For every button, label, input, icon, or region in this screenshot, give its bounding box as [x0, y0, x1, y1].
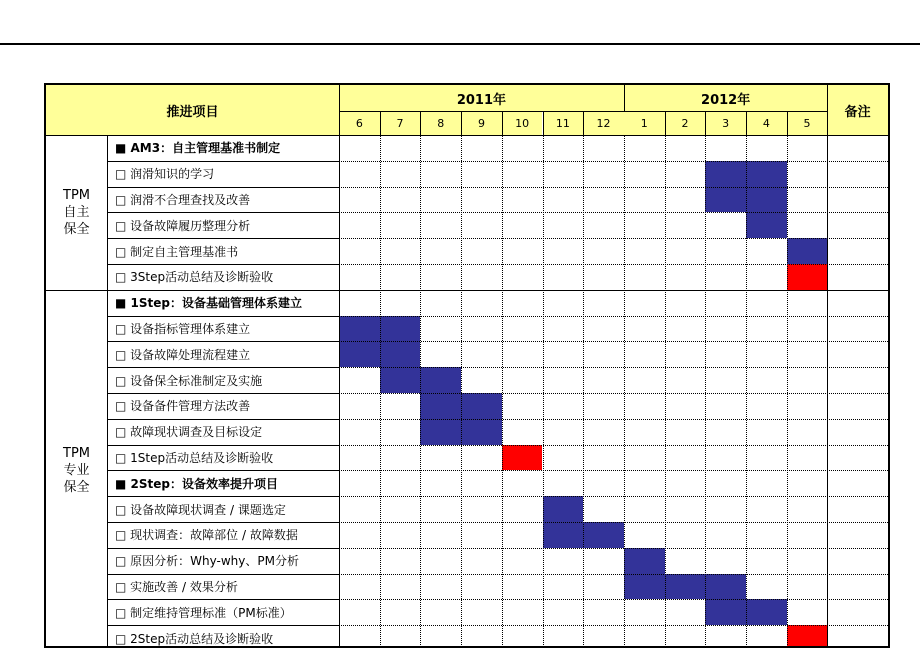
task-label: □ 2Step活动总结及诊断验收: [115, 631, 274, 646]
month-header: 8: [420, 111, 461, 135]
category-label: TPM 自主 保全: [63, 187, 90, 237]
grid-line: [107, 187, 339, 188]
plan-bar: [787, 238, 828, 264]
grid-line: [543, 135, 544, 648]
grid-line: [624, 85, 625, 111]
milestone-bar: [502, 445, 543, 471]
grid-line: [502, 111, 503, 135]
month-header: 7: [380, 111, 421, 135]
task-label: □ 3Step活动总结及诊断验收: [115, 270, 274, 285]
grid-line: [624, 135, 625, 648]
plan-bar: [624, 548, 665, 574]
grid-line: [461, 111, 462, 135]
grid-line: [746, 135, 747, 648]
task-label: □ 设备备件管理方法改善: [115, 399, 251, 414]
task-label: □ 设备故障现状调查 / 课题选定: [115, 502, 286, 517]
grid-line: [46, 135, 888, 136]
grid-line: [107, 393, 339, 394]
phase-heading: ■ AM3：自主管理基准书制定: [115, 141, 281, 156]
header-year-2011: 2011年: [339, 85, 624, 111]
category-label: TPM 专业 保全: [63, 445, 90, 495]
phase-heading: ■ 1Step：设备基础管理体系建立: [115, 296, 302, 311]
grid-line: [583, 111, 584, 135]
milestone-bar: [787, 625, 828, 648]
grid-line: [107, 625, 339, 626]
schedule-table: [44, 83, 890, 648]
grid-line: [665, 135, 666, 648]
task-label: □ 润滑知识的学习: [115, 167, 215, 182]
plan-bar: [543, 496, 584, 522]
grid-line: [107, 264, 339, 265]
task-label: □ 1Step活动总结及诊断验收: [115, 450, 274, 465]
month-header: 11: [543, 111, 584, 135]
month-header: 3: [705, 111, 746, 135]
task-label: □ 设备故障处理流程建立: [115, 347, 251, 362]
grid-line: [107, 135, 108, 648]
grid-line: [107, 161, 339, 162]
grid-line: [705, 135, 706, 648]
phase-heading: ■ 2Step：设备效率提升项目: [115, 476, 278, 491]
grid-line: [107, 574, 339, 575]
grid-line: [107, 212, 339, 213]
milestone-bar: [787, 264, 828, 290]
grid-line: [787, 135, 788, 648]
task-label: □ 现状调查：故障部位 / 故障数据: [115, 528, 298, 543]
task-label: □ 原因分析：Why-why、PM分析: [115, 554, 299, 569]
month-header: 4: [746, 111, 787, 135]
grid-line: [107, 367, 339, 368]
header-remarks: 备注: [827, 85, 888, 135]
grid-line: [665, 111, 666, 135]
grid-line: [420, 111, 421, 135]
grid-line: [107, 470, 339, 471]
month-header: 1: [624, 111, 665, 135]
month-header: 10: [502, 111, 543, 135]
grid-line: [502, 135, 503, 648]
grid-line: [107, 599, 339, 600]
grid-line: [107, 341, 339, 342]
grid-line: [107, 238, 339, 239]
grid-line: [107, 445, 339, 446]
grid-line: [420, 135, 421, 648]
task-label: □ 设备指标管理体系建立: [115, 321, 251, 336]
grid-line: [380, 135, 381, 648]
grid-line: [107, 548, 339, 549]
month-header: 6: [339, 111, 380, 135]
task-label: □ 制定自主管理基准书: [115, 244, 239, 259]
grid-line: [461, 135, 462, 648]
task-label: □ 设备保全标准制定及实施: [115, 373, 263, 388]
task-label: □ 实施改善 / 效果分析: [115, 579, 238, 594]
grid-line: [107, 419, 339, 420]
grid-line: [107, 316, 339, 317]
task-label: □ 制定维持管理标准（PM标准）: [115, 605, 292, 620]
grid-line: [46, 290, 888, 291]
top-rule: [0, 43, 920, 45]
task-label: □ 润滑不合理查找及改善: [115, 192, 251, 207]
plan-bar: [746, 212, 787, 238]
grid-line: [746, 111, 747, 135]
header-year-2012: 2012年: [624, 85, 828, 111]
grid-line: [583, 135, 584, 648]
grid-line: [339, 85, 340, 648]
task-label: □ 设备故障履历整理分析: [115, 218, 251, 233]
month-header: 9: [461, 111, 502, 135]
month-header: 2: [665, 111, 706, 135]
header-item: 推进项目: [46, 85, 339, 135]
grid-line: [380, 111, 381, 135]
grid-line: [705, 111, 706, 135]
month-header: 5: [787, 111, 828, 135]
plan-bar: [624, 574, 746, 600]
grid-line: [107, 522, 339, 523]
grid-line: [107, 496, 339, 497]
month-header: 12: [583, 111, 624, 135]
task-label: □ 故障现状调查及目标设定: [115, 425, 263, 440]
grid-line: [787, 111, 788, 135]
grid-line: [827, 85, 828, 648]
grid-line: [543, 111, 544, 135]
